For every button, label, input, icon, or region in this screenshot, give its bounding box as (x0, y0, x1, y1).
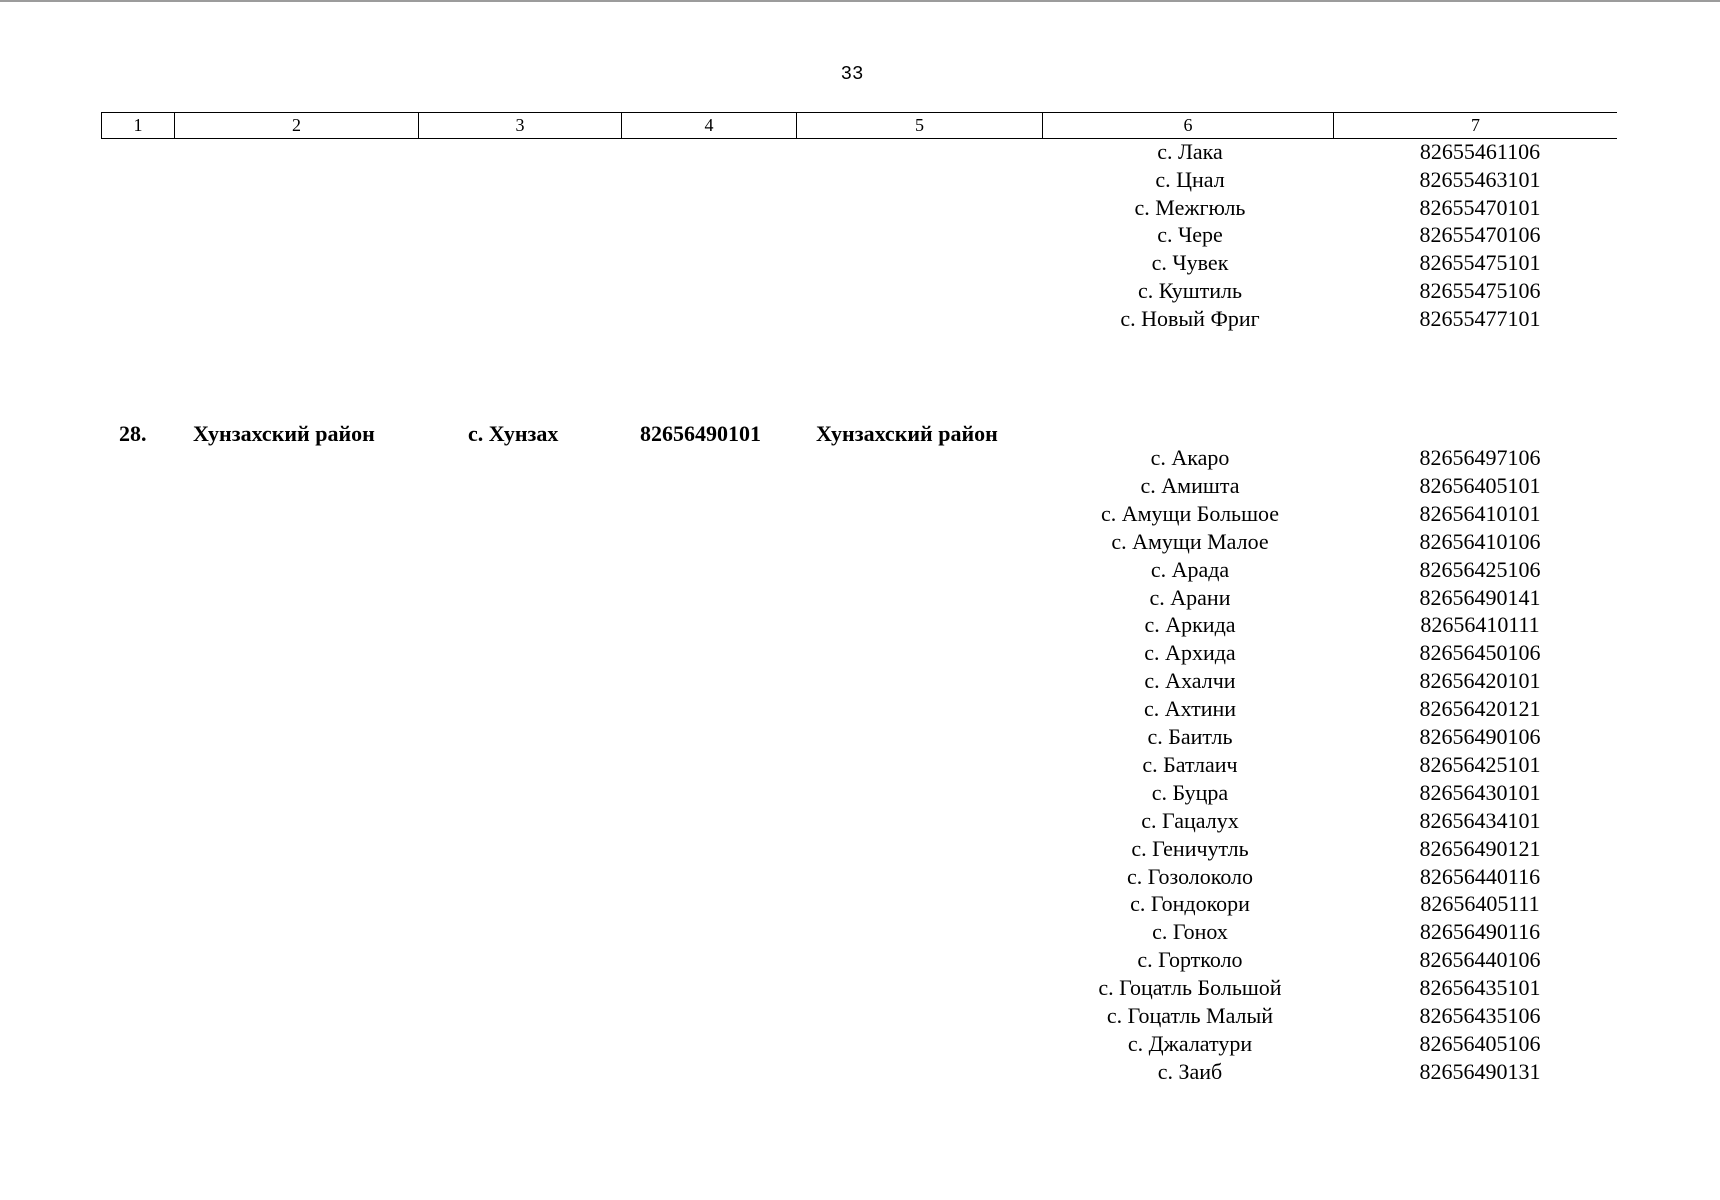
settlement-code: 82656497106 (1419, 445, 1541, 470)
settlement-name: с. Гоцатль Большой (1098, 975, 1282, 1001)
settlement-code: 82656490131 (1419, 1058, 1541, 1084)
settlement-name: с. Буцра (1151, 779, 1229, 805)
header-cell-4: 4 (621, 113, 796, 138)
settlement-name: с. Баитль (1147, 724, 1233, 749)
settlement-code: 82656430101 (1419, 779, 1541, 805)
settlement-code: 82655461106 (1419, 139, 1541, 164)
header-cell-6: 6 (1042, 113, 1333, 138)
settlement-name: с. Арада (1150, 556, 1230, 582)
settlement-name: с. Джалатури (1127, 1030, 1253, 1056)
settlement-code: 82656435101 (1419, 975, 1541, 1001)
settlement-name: с. Цнал (1155, 166, 1225, 192)
district-number: 28. (119, 421, 147, 446)
settlement-name: с. Куштиль (1137, 278, 1243, 303)
settlement-code: 82656435106 (1419, 1003, 1541, 1028)
settlement-name: с. Геничутль (1131, 835, 1249, 861)
page-number: 33 (840, 63, 864, 85)
settlement-name: с. Гоцатль Малый (1106, 1003, 1274, 1028)
settlement-name: с. Гортколо (1137, 947, 1243, 973)
header-cell-7: 7 (1333, 113, 1617, 138)
settlement-code: 82656450106 (1419, 640, 1541, 666)
settlement-code: 82656425106 (1419, 556, 1541, 582)
district-name: Хунзахский район (193, 421, 375, 446)
settlement-code: 82656440116 (1419, 863, 1541, 889)
settlement-code: 82656490141 (1419, 584, 1541, 610)
settlement-name: с. Межгюль (1134, 194, 1246, 220)
settlement-name: с. Амущи Малое (1111, 528, 1269, 554)
settlement-name: с. Батлаич (1142, 751, 1238, 777)
district-center: с. Хунзах (468, 421, 559, 446)
settlement-code: 82656405111 (1420, 891, 1540, 917)
table-header-row (101, 112, 1617, 139)
settlement-code: 82656434101 (1419, 807, 1541, 833)
settlement-name: с. Гозолоколо (1126, 863, 1254, 889)
district-municipality: Хунзахский район (816, 421, 998, 446)
settlement-code: 82656490116 (1419, 919, 1541, 945)
settlement-name: с. Чере (1157, 222, 1223, 248)
settlement-code: 82655477101 (1419, 305, 1541, 331)
settlement-code: 82655463101 (1419, 166, 1541, 192)
settlement-code: 82655475101 (1419, 250, 1541, 276)
settlement-code: 82656490121 (1419, 835, 1541, 861)
header-cell-1: 1 (101, 113, 174, 138)
settlement-code: 82656420101 (1419, 668, 1541, 694)
settlement-code: 82655475106 (1419, 278, 1541, 303)
header-cell-2: 2 (174, 113, 418, 138)
settlement-name: с. Ахтини (1143, 696, 1237, 722)
settlement-name: с. Гацалух (1141, 807, 1239, 833)
settlement-name: с. Архида (1144, 640, 1236, 666)
district-center-code: 82656490101 (640, 421, 761, 446)
settlement-name: с. Гонох (1152, 919, 1228, 945)
settlement-code: 82656410101 (1419, 500, 1541, 526)
settlement-code: 82656440106 (1419, 947, 1541, 973)
settlement-name: с. Заиб (1157, 1058, 1223, 1084)
settlement-code: 82656405106 (1419, 1030, 1541, 1056)
header-cell-5: 5 (796, 113, 1042, 138)
settlement-name: с. Новый Фриг (1120, 305, 1260, 331)
settlement-code: 82656420121 (1419, 696, 1541, 722)
settlement-code: 82655470106 (1419, 222, 1541, 248)
settlement-name: с. Аркида (1144, 612, 1236, 638)
settlement-name: с. Акаро (1150, 445, 1230, 470)
settlement-name: с. Амущи Большое (1100, 500, 1280, 526)
header-cell-3: 3 (418, 113, 621, 138)
settlement-code: 82656405101 (1419, 472, 1541, 498)
settlement-name: с. Чувек (1151, 250, 1229, 276)
settlement-code: 82656425101 (1419, 751, 1541, 777)
settlement-name: с. Арани (1149, 584, 1231, 610)
settlement-name: с. Гондокори (1130, 891, 1250, 917)
settlement-name: с. Амишта (1140, 472, 1240, 498)
settlement-name: с. Ахалчи (1144, 668, 1236, 694)
settlement-name: с. Лака (1157, 139, 1223, 164)
settlement-code: 82656490106 (1419, 724, 1541, 749)
scan-edge-line (0, 0, 1720, 2)
settlement-code: 82656410111 (1420, 612, 1540, 638)
settlement-code: 82655470101 (1419, 194, 1541, 220)
settlement-code: 82656410106 (1419, 528, 1541, 554)
